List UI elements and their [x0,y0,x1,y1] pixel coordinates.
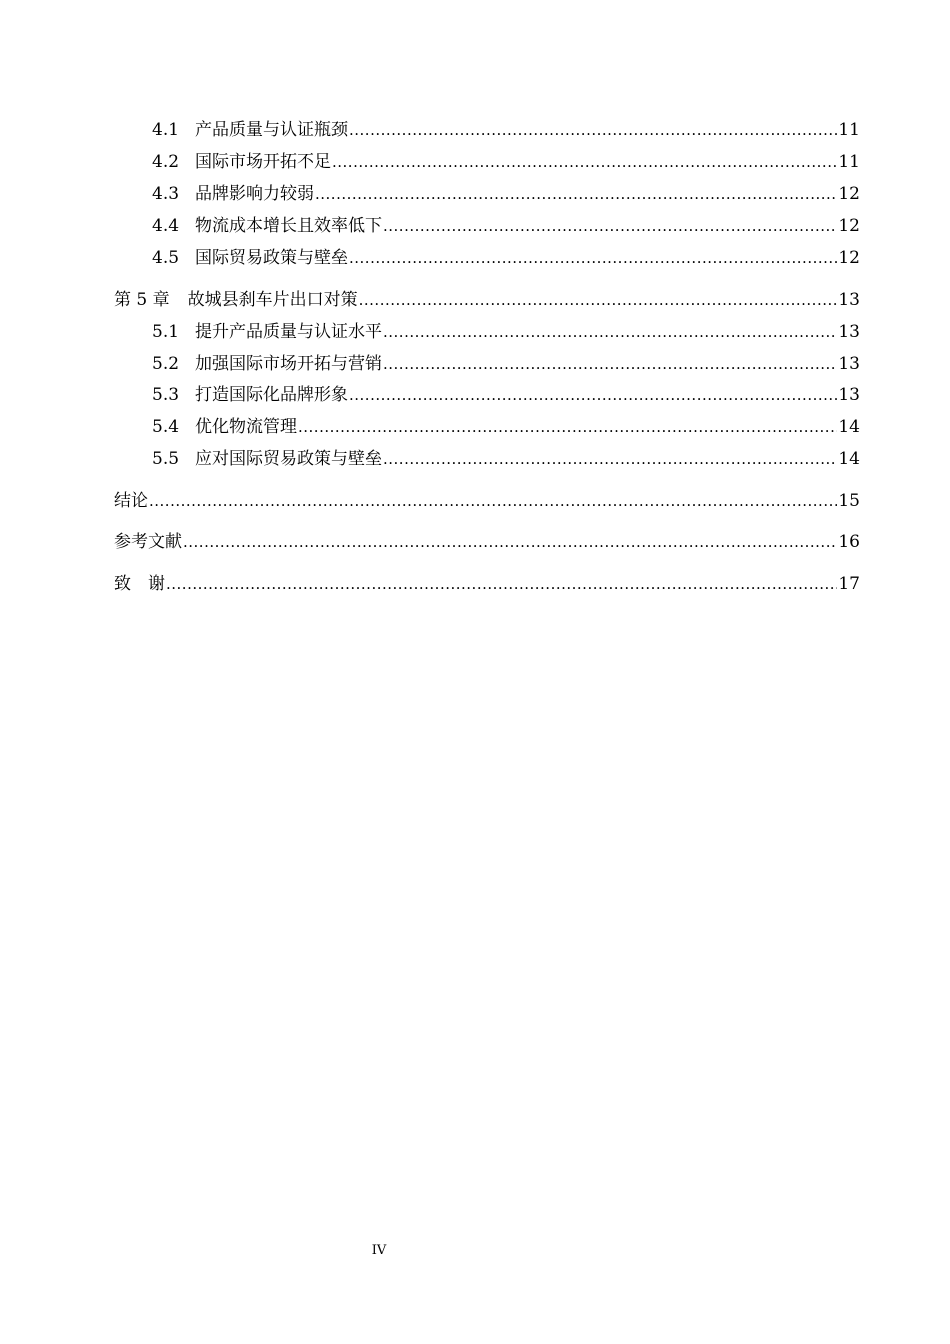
toc-entry-number: 4.2 [152,152,180,172]
page-number-footer: IV [371,1243,387,1258]
toc-entry-number: 4.4 [152,216,180,236]
toc-entry-page: 11 [838,152,860,172]
dot-leader [349,382,837,408]
toc-entry-title: 打造国际化品牌形象 [195,385,348,405]
toc-entry[interactable] [152,319,860,345]
toc-entry-page: 13 [838,385,860,405]
toc-entry[interactable] [152,117,860,143]
toc-entry-title: 应对国际贸易政策与壁垒 [195,449,382,469]
toc-entry-page: 16 [838,532,860,552]
toc-chapter-entry[interactable] [114,287,860,313]
toc-entry-page: 11 [838,120,860,140]
dot-leader [349,117,837,143]
toc-entry-title: 提升产品质量与认证水平 [195,322,382,342]
dot-leader [298,414,837,440]
toc-entry-title: 国际市场开拓不足 [195,152,331,172]
toc-entry-page: 12 [838,248,860,268]
toc-entry-title: 致 谢 [114,574,165,594]
dot-leader [383,351,837,377]
toc-entry[interactable] [152,149,860,175]
toc-entry-title: 加强国际市场开拓与营销 [195,354,382,374]
toc-entry-number: 5.3 [152,385,180,405]
dot-leader [166,571,837,597]
toc-entry-page: 13 [838,322,860,342]
toc-entry-title: 结论 [114,491,148,511]
dot-leader [349,245,837,271]
toc-entry-page: 15 [838,491,860,511]
toc-entry-number: 4.1 [152,120,180,140]
toc-entry-page: 14 [838,417,860,437]
toc-entry-page: 14 [838,449,860,469]
toc-entry-page: 12 [838,216,860,236]
dot-leader [149,488,837,514]
toc-entry-page: 13 [838,290,860,310]
toc-entry-title: 产品质量与认证瓶颈 [195,120,348,140]
toc-entry-title: 品牌影响力较弱 [195,184,314,204]
toc-acknowledgements-entry[interactable] [114,571,860,597]
toc-entry-page: 13 [838,354,860,374]
toc-entry[interactable] [152,382,860,408]
dot-leader [332,149,837,175]
toc-entry-number: 5.1 [152,322,180,342]
toc-entry-number: 5.4 [152,417,180,437]
toc-entry[interactable] [152,446,860,472]
toc-entry[interactable] [152,414,860,440]
toc-chapter-number: 第 5 章 [114,290,170,310]
toc-entry-title: 物流成本增长且效率低下 [195,216,382,236]
dot-leader [383,446,837,472]
dot-leader [359,287,838,313]
toc-entry[interactable] [152,351,860,377]
toc-entry-number: 4.3 [152,184,180,204]
toc-entry-page: 17 [838,574,860,594]
toc-references-entry[interactable] [114,529,860,555]
toc-entry[interactable] [152,245,860,271]
dot-leader [383,319,837,345]
toc-entry[interactable] [152,181,860,207]
toc-entry-number: 4.5 [152,248,180,268]
toc-entry-title: 优化物流管理 [195,417,297,437]
dot-leader [315,181,837,207]
dot-leader [383,213,837,239]
toc-entry-title: 国际贸易政策与壁垒 [195,248,348,268]
toc-entry-number: 5.5 [152,449,180,469]
dot-leader [183,529,837,555]
toc-entry-page: 12 [838,184,860,204]
toc-entry[interactable] [152,213,860,239]
toc-chapter-title: 故城县刹车片出口对策 [187,290,358,310]
toc-entry-number: 5.2 [152,354,180,374]
toc-entry-title: 参考文献 [114,532,182,552]
toc-conclusion-entry[interactable] [114,488,860,514]
